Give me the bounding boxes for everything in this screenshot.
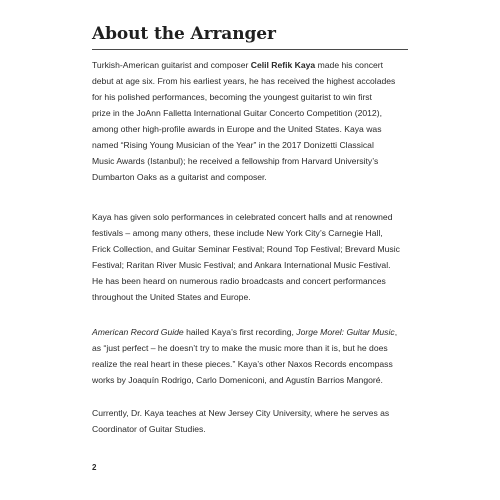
text-line xyxy=(92,57,414,73)
current-position-paragraph xyxy=(92,405,414,437)
text-run: made his concert xyxy=(315,60,384,70)
text-line: Kaya has given solo performances in celebrated concert halls and at renowned xyxy=(92,212,393,222)
recordings-paragraph xyxy=(92,324,414,388)
text-line: Music Awards (Istanbul); he received a fellowship from Harvard University’s xyxy=(92,156,379,166)
text-line: throughout the United States and Europe. xyxy=(92,292,251,302)
page-number: 2 xyxy=(92,463,97,472)
text-line: Currently, Dr. Kaya teaches at New Jersey City University, where he serves as xyxy=(92,408,390,418)
heading-underline xyxy=(92,49,408,50)
text-run: hailed Kaya’s first recording, xyxy=(183,327,297,337)
text-line xyxy=(92,324,414,340)
page-heading: About the Arranger xyxy=(92,24,276,44)
text-line: Dumbarton Oaks as a guitarist and composer. xyxy=(92,172,267,182)
text-run: , xyxy=(394,327,398,337)
text-line: prize in the JoAnn Falletta International Guitar Concerto Competition (2012), xyxy=(92,108,382,118)
text-line: for his polished performances, becoming the youngest guitarist to win first xyxy=(92,92,372,102)
biography-paragraph xyxy=(92,57,414,185)
arranger-name: Celil Refik Kaya xyxy=(250,60,316,70)
text-line: debut at age six. From his earliest years, he has received the highest accolades xyxy=(92,76,396,86)
text-line: He has been heard on numerous radio broadcasts and concert performances xyxy=(92,276,386,286)
text-run: Turkish-American guitarist and composer xyxy=(92,60,251,70)
text-line: among other high-profile awards in Europe and the United States. Kaya was xyxy=(92,124,382,134)
performances-paragraph xyxy=(92,209,414,305)
text-line: realize the real heart in these pieces.” Kaya’s other Naxos Records encompass xyxy=(92,359,393,369)
text-line: Coordinator of Guitar Studies. xyxy=(92,424,206,434)
text-line: works by Joaquín Rodrigo, Carlo Domeniconi, and Agustín Barrios Mangoré. xyxy=(92,375,383,385)
text-line: named “Rising Young Musician of the Year” in the 2017 Donizetti Classical xyxy=(92,140,374,150)
publication-title: American Record Guide xyxy=(92,327,184,337)
text-line: Festival; Raritan River Music Festival; and Ankara International Music Festival. xyxy=(92,260,391,270)
text-line: Frick Collection, and Guitar Seminar Festival; Round Top Festival; Brevard Music xyxy=(92,244,400,254)
album-title: Jorge Morel: Guitar Music xyxy=(296,327,395,337)
text-line: festivals – among many others, these include New York City’s Carnegie Hall, xyxy=(92,228,383,238)
text-line: as “just perfect – he doesn’t try to make the music more than it is, but he does xyxy=(92,343,388,353)
